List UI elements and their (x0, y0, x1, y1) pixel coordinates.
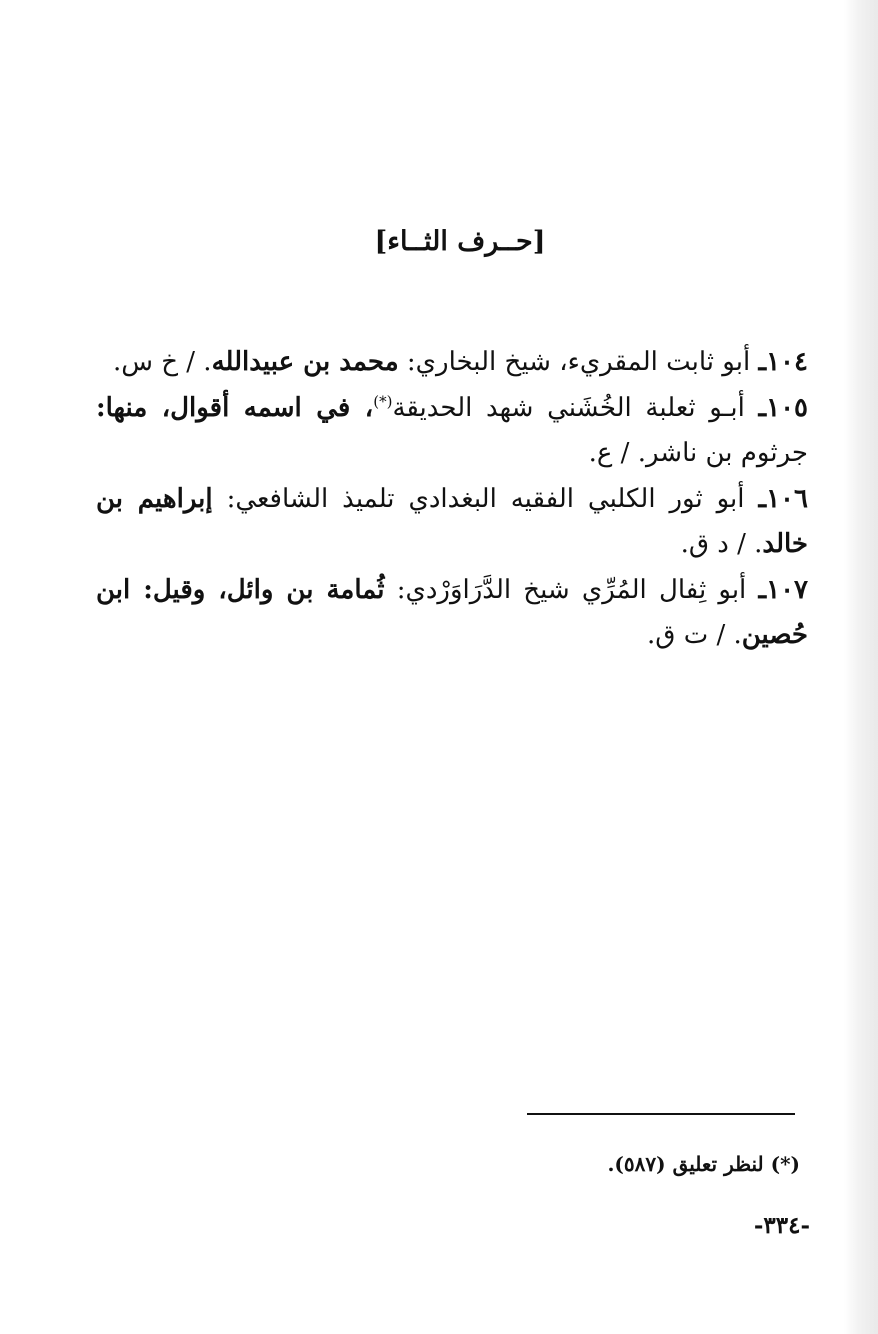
entry-note: جرثوم بن ناشر. / ع. (588, 438, 808, 468)
footnote: (*) لنظر تعليق (٥٨٧). (607, 1152, 800, 1176)
entry-number: ١٠٦ـ (758, 483, 808, 514)
entry-name: أبو ثِفال المُرِّي شيخ الدَّرَاوَرْدي: (396, 574, 747, 605)
entry-name: أبـو ثعلبة الخُشَني شهد الحديقة (392, 392, 745, 423)
entry-number: ١٠٥ـ (758, 392, 809, 423)
entry-107 (96, 568, 808, 659)
entry-note: . / خ س. (112, 347, 212, 377)
footnote-divider (527, 1113, 795, 1115)
entry-note: . / ت ق. (647, 620, 742, 650)
footnote-marker: (*) (373, 391, 393, 410)
entry-note: . / د ق. (680, 529, 763, 559)
entry-106 (96, 477, 808, 568)
page-number: -٣٣٤- (753, 1212, 810, 1239)
entry-number: ١٠٧ـ (758, 574, 809, 605)
entry-identification: ثُمامة بن وائل، وقيل: ابن حُصين (96, 574, 808, 650)
entry-105 (96, 386, 808, 477)
entry-104 (96, 340, 808, 386)
entry-identification: ، في اسمه أقوال، منها: (96, 392, 374, 423)
entry-number: ١٠٤ـ (758, 347, 808, 377)
page-edge-shadow (844, 0, 878, 1334)
entry-name: أبو ثور الكلبي الفقيه البغدادي تلميذ الشافعي: (226, 483, 745, 514)
section-heading: [حــرف الثــاء] (374, 226, 546, 257)
entries-list (96, 340, 808, 659)
entry-identification: محمد بن عبيدالله (211, 347, 399, 377)
entry-name: أبو ثابت المقريء، شيخ البخاري: (406, 347, 751, 377)
entry-identification: إبراهيم بن خالد (96, 483, 808, 559)
